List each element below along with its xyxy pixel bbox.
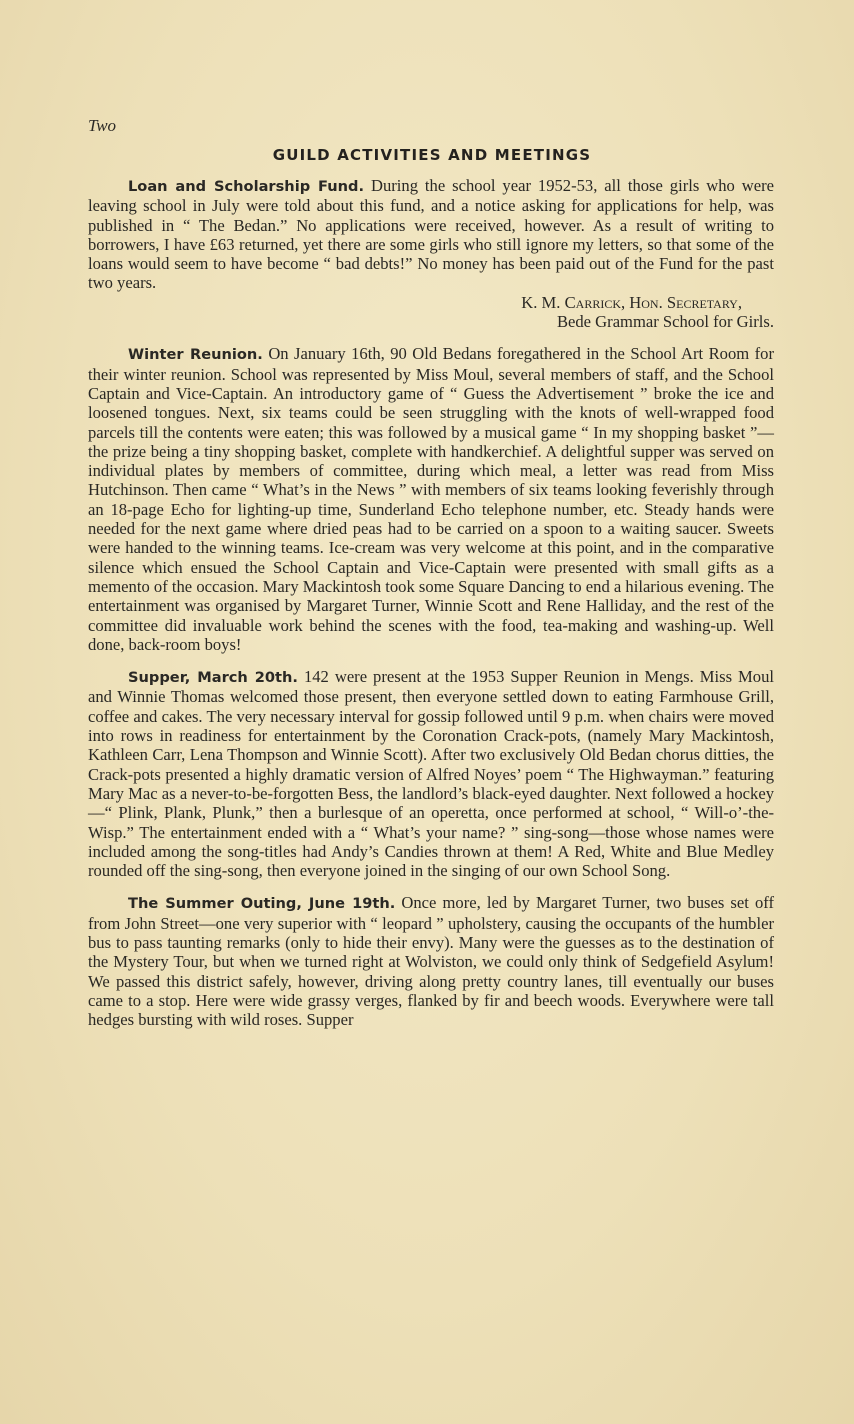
winter-reunion-text: On January 16th, 90 Old Bedans foregathered in the School Art Room for their winter reunion. School was represented by Miss Moul, several members of staff, and the School Captain and Vice-Captain. An introductory game of “ Guess the Advertisement ” broke the ice and loosened tongues. Next, six teams could be seen struggling with the knots of well-wrapped food parcels till the contents were eaten; this was followed by a musical game “ In my shopping basket ”—the prize being a tiny shopping basket, complete with handkerchief. A delightful supper was served on individual plates by members of committee, during which meal, a letter was read from Miss Hutchinson. Then came “ What’s in the News ” with members of six teams looking feverishly through an 18-page Echo for lighting-up time, Sunderland Echo telephone number, etc. Steady hands were needed for the next game where dried peas had to be carried on a spoon to a waiting saucer. Sweets were handed to the winning teams. Ice-cream was very welcome at this point, and in the comparative silence which ensued the School Captain and Vice-Captain were presented with small gifts as a memento of the occasion. Mary Mackintosh took some Square Dancing to end a hilarious evening. The entertainment was organised by Margaret Turner, Winnie Scott and Rene Halliday, and the rest of the committee did invaluable work behind the scenes with the food, tea-making and washing-up. Well done, back-room boys! (88, 344, 774, 654)
section-spacer (88, 880, 774, 893)
summer-outing-paragraph (88, 893, 774, 1029)
loan-fund-title: Loan and Scholarship Fund. (128, 178, 365, 195)
loan-fund-signature (88, 293, 774, 332)
article-body (88, 176, 774, 1029)
supper-text: 142 were present at the 1953 Supper Reunion in Mengs. Miss Moul and Winnie Thomas welcomed those present, then everyone settled down to eating Farmhouse Grill, coffee and cakes. The very necessary interval for gossip followed until 9 p.m. when chairs were moved into rows in readiness for entertainment by the Coronation Crack-pots, (namely Mary Mackintosh, Kathleen Carr, Lena Thompson and Winnie Scott). After two exclusively Old Bedan chorus ditties, the Crack-pots presented a highly dramatic version of Alfred Noyes’ poem “ The Highwayman.” featuring Mary Mac as a never-to-be-forgotten Bess, the landlord’s black-eyed daughter. Next followed a hockey—“ Plink, Plank, Plunk,” then a burlesque of an operetta, once performed at school, “ Will-o’-the-Wisp.” The entertainment ended with a “ What’s your name? ” sing-song—those whose names were included among the song-titles had Andy’s Candies thrown at them! A Red, White and Blue Medley rounded off the sing-song, then everyone joined in the singing of our own School Song. (88, 667, 774, 881)
page-number: Two (88, 116, 117, 135)
loan-fund-text: During the school year 1952-53, all those girls who were leaving school in July were told about this fund, and a notice asking for applications for help, was published in “ The Bedan.” No applications were received, however. As a result of writing to borrowers, I have £63 returned, yet there are some girls who still ignore my letters, so that some of the loans would seem to have become “ bad debts!” No money has been paid out of the Fund for the past two years. (88, 176, 774, 293)
section-spacer (88, 331, 774, 344)
winter-reunion-paragraph (88, 344, 774, 654)
loan-fund-paragraph (88, 176, 774, 293)
section-spacer (88, 654, 774, 667)
supper-paragraph (88, 667, 774, 880)
supper-title: Supper, March 20th. (128, 669, 298, 687)
summer-outing-text: Once more, led by Margaret Turner, two buses set off from John Street—one very superior with “ leopard ” upholstery, causing the occupants of the humbler bus to pass taunting remarks (only to hide their envy). Many were the guesses as to the destination of the Mystery Tour, but when we turned right at Wolviston, we could only think of Sedgefield Asylum! We passed this district safely, however, driving along pretty country lanes, till eventually our buses came to a stop. Here were wide grassy verges, flanked by fir and beech woods. Everywhere were tall hedges bursting with wild roses. Supper (88, 893, 774, 1030)
winter-reunion-title: Winter Reunion. (128, 346, 263, 364)
page-heading: GUILD ACTIVITIES AND MEETINGS (272, 146, 592, 164)
signature-name: K. M. Carrick, Hon. Secretary, (521, 292, 742, 312)
summer-outing-title: The Summer Outing, June 19th. (128, 895, 396, 913)
signature-school: Bede Grammar School for Girls. (556, 312, 774, 332)
